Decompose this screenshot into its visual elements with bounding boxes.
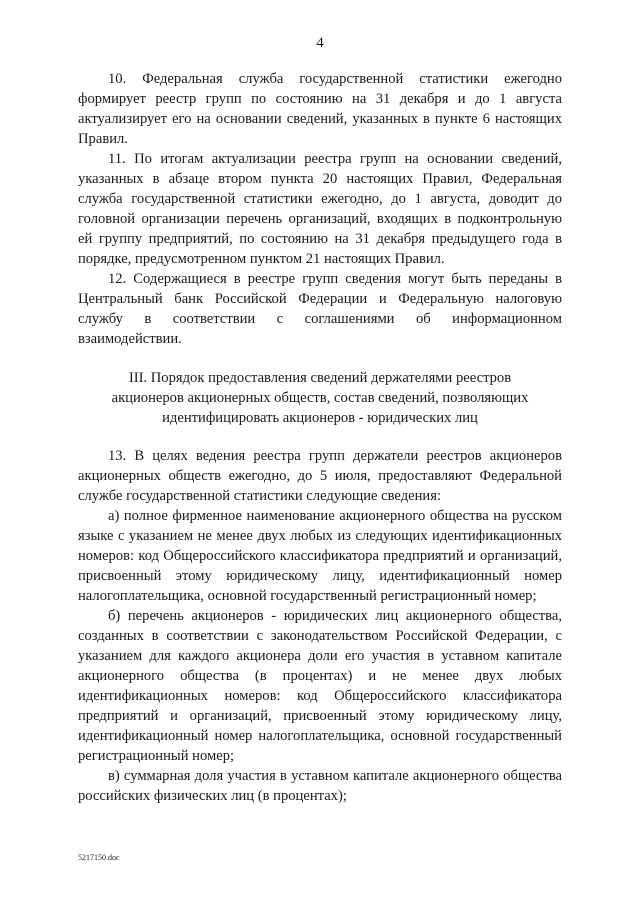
page-number: 4	[316, 35, 324, 51]
paragraph-13-b: б) перечень акционеров - юридических лиц акционерного общества, созданных в соответствии с законодательством Российской Федерации, с указанием для каждого акционера доли его участия в уставном капитале акционерного общества (в процентах) и не менее двух любых идентификационных номеров: код Общероссийского классификатора предприятий и организаций, присвоенный этому юридическому лицу, идентификационный номер налогоплательщика, основной государственный регистрационный номер;	[78, 608, 562, 764]
paragraph-13-v: в) суммарная доля участия в уставном капитале акционерного общества российских физических лиц (в процентах);	[78, 768, 562, 804]
section-heading-line-2: акционеров акционерных обществ, состав сведений, позволяющих	[111, 390, 529, 406]
paragraph-12: 12. Содержащиеся в реестре групп сведения могут быть переданы в Центральный банк Российской Федерации и Федеральную налоговую службу в соответствии с соглашениями об информационном взаимодействии.	[78, 271, 562, 347]
section-heading-line-1: III. Порядок предоставления сведений держателями реестров	[128, 370, 512, 386]
footer-file-code: 5217150.doc	[78, 853, 120, 862]
section-heading-line-3: идентифицировать акционеров - юридических лиц	[162, 410, 478, 426]
paragraph-13-a: а) полное фирменное наименование акционерного общества на русском языке с указанием не менее двух любых из следующих идентификационных номеров: код Общероссийского классификатора предприятий и организаций, присвоенный этому юридическому лицу, идентификационный номер налогоплательщика, основной государственный регистрационный номер;	[78, 508, 562, 604]
paragraph-13: 13. В целях ведения реестра групп держатели реестров акционеров акционерных обществ ежегодно, до 5 июля, предоставляют Федеральной службе государственной статистики следующие сведения:	[78, 448, 562, 504]
document-body	[78, 69, 562, 806]
paragraph-11: 11. По итогам актуализации реестра групп на основании сведений, указанных в абзаце втором пункта 20 настоящих Правил, Федеральная служба государственной статистики ежегодно, до 1 августа, доводит до головной организации перечень организаций, входящих в подконтрольную ей группу предприятий, по состоянию на 31 декабря предыдущего года в порядке, предусмотренном пунктом 21 настоящих Правил.	[78, 151, 562, 267]
paragraph-10: 10. Федеральная служба государственной статистики ежегодно формирует реестр групп по состоянию на 31 декабря и до 1 августа актуализирует его на основании сведений, указанных в пункте 6 настоящих Правил.	[78, 71, 562, 147]
section-heading-iii	[78, 368, 562, 428]
